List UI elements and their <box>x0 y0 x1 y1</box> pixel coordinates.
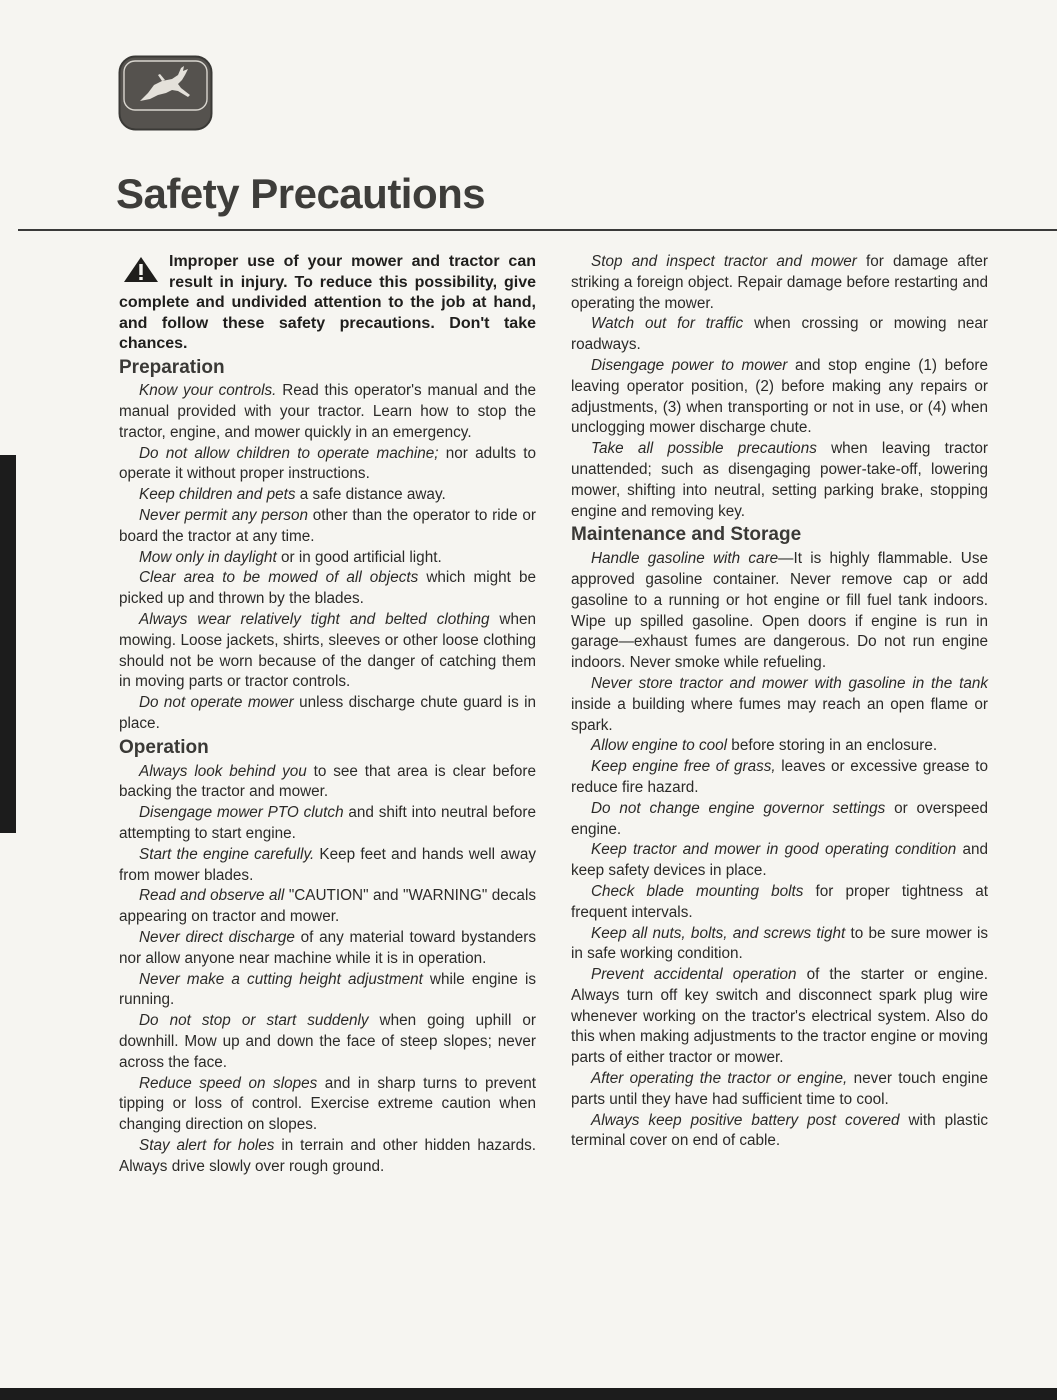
preparation-heading: Preparation <box>119 356 225 378</box>
maintenance-item: Prevent accidental operation of the starter or engine. Always turn off key switch and disconnect spark plug wire whenever working on the tractor's electrical system. Also do this when making adjustments to the tractor engine or moving parts of either tractor or mower. <box>571 966 988 1067</box>
operation-item: Do not stop or start suddenly when going uphill or downhill. Mow up and down the face of steep slopes; never across the face. <box>119 1012 536 1071</box>
operation-heading: Operation <box>119 736 209 758</box>
warning-paragraph <box>119 252 536 355</box>
bottom-scan-bar <box>0 1388 1057 1400</box>
maintenance-item: Keep all nuts, bolts, and screws tight to be sure mower is in safe working condition. <box>571 924 988 963</box>
john-deere-logo <box>118 55 213 131</box>
warning-triangle-icon <box>119 255 163 283</box>
edge-scan-bar <box>0 455 16 833</box>
preparation-item: Do not allow children to operate machine; nor adults to operate it without proper instructions. <box>119 444 536 483</box>
preparation-item: Know your controls. Read this operator's manual and the manual provided with your tractor. Learn how to stop the tractor, engine, and mower quickly in an emergency. <box>119 382 536 441</box>
right-column <box>571 252 988 1152</box>
preparation-item: Keep children and pets a safe distance away. <box>139 486 446 504</box>
maintenance-item: Keep engine free of grass, leaves or excessive grease to reduce fire hazard. <box>571 758 989 796</box>
preparation-item: Always wear relatively tight and belted clothing when mowing. Loose jackets, shirts, sleeves or other loose clothing should not be worn because of the danger of catching them in moving parts or tractor controls. <box>119 611 536 691</box>
page-title: Safety Precautions <box>116 170 486 217</box>
warning-text: Improper use of your mower and tractor can result in injury. To reduce this possibility, give complete and undivided attention to the job at hand, and follow these safety precautions. Don't take chances. <box>119 253 536 352</box>
maintenance-heading: Maintenance and Storage <box>571 524 802 546</box>
operation-continued-list <box>571 252 988 522</box>
maintenance-item: After operating the tractor or engine, never touch engine parts until they have had sufficient time to cool. <box>571 1070 988 1108</box>
maintenance-item: Never store tractor and mower with gasoline in the tank inside a building where fumes may reach an open flame or spark. <box>571 674 988 734</box>
operation-list <box>119 762 536 1178</box>
title-rule <box>18 229 1057 231</box>
maintenance-item: Check blade mounting bolts for proper tightness at frequent intervals. <box>571 882 988 921</box>
operation-item: Always look behind you to see that area is clear before backing the tractor and mower. <box>119 762 536 801</box>
preparation-item: Mow only in daylight or in good artificial light. <box>139 548 442 566</box>
operation-item: Stop and inspect tractor and mower for damage after striking a foreign object. Repair damage before restarting and operating the mower. <box>571 253 988 312</box>
operation-item: Start the engine carefully. Keep feet and hands well away from mower blades. <box>119 845 536 884</box>
preparation-list <box>119 381 536 735</box>
operation-item: Take all possible precautions when leaving tractor unattended; such as disengaging power-take-off, lowering mower, shifting into neutral, setting parking brake, stopping engine and removing key. <box>571 440 988 520</box>
operation-item: Disengage mower PTO clutch and shift into neutral before attempting to start engine. <box>119 804 537 843</box>
preparation-item: Do not operate mower unless discharge chute guard is in place. <box>119 694 536 733</box>
operation-item: Read and observe all "CAUTION" and "WARNING" decals appearing on tractor and mower. <box>119 887 536 926</box>
left-column <box>119 252 536 1178</box>
maintenance-list <box>571 549 988 1152</box>
maintenance-item: Do not change engine governor settings or overspeed engine. <box>571 799 988 838</box>
operation-item: Reduce speed on slopes and in sharp turns to prevent tipping or loss of control. Exercise extreme caution when changing direction on slopes. <box>119 1074 536 1134</box>
operation-item: Watch out for traffic when crossing or mowing near roadways. <box>571 315 988 354</box>
maintenance-item: Allow engine to cool before storing in an enclosure. <box>591 737 938 755</box>
preparation-item: Never permit any person other than the operator to ride or board the tractor at any time. <box>119 507 536 545</box>
preparation-item: Clear area to be mowed of all objects which might be picked up and thrown by the blades. <box>119 569 536 608</box>
operation-item: Stay alert for holes in terrain and other hidden hazards. Always drive slowly over rough ground. <box>119 1136 536 1175</box>
maintenance-item: Keep tractor and mower in good operating condition and keep safety devices in place. <box>571 841 988 880</box>
maintenance-item: Always keep positive battery post covered with plastic terminal cover on end of cable. <box>571 1111 989 1150</box>
operation-item: Disengage power to mower and stop engine (1) before leaving operator position, (2) before making any repairs or adjustments, (3) when transporting or not in use, or (4) when unclogging mower discharge chute. <box>571 356 988 437</box>
operation-item: Never make a cutting height adjustment while engine is running. <box>119 970 536 1009</box>
operation-item: Never direct discharge of any material toward bystanders nor allow anyone near machine while it is in operation. <box>119 929 536 967</box>
maintenance-item: Handle gasoline with care—It is highly flammable. Use approved gasoline container. Never remove cap or add gasoline to a running or hot engine or fill fuel tank indoors. Wipe up spilled gasoline. Open doors if engine is run in garage—exhaust fumes are dangerous. Do not run engine indoors. Never smoke while refueling. <box>571 550 988 672</box>
